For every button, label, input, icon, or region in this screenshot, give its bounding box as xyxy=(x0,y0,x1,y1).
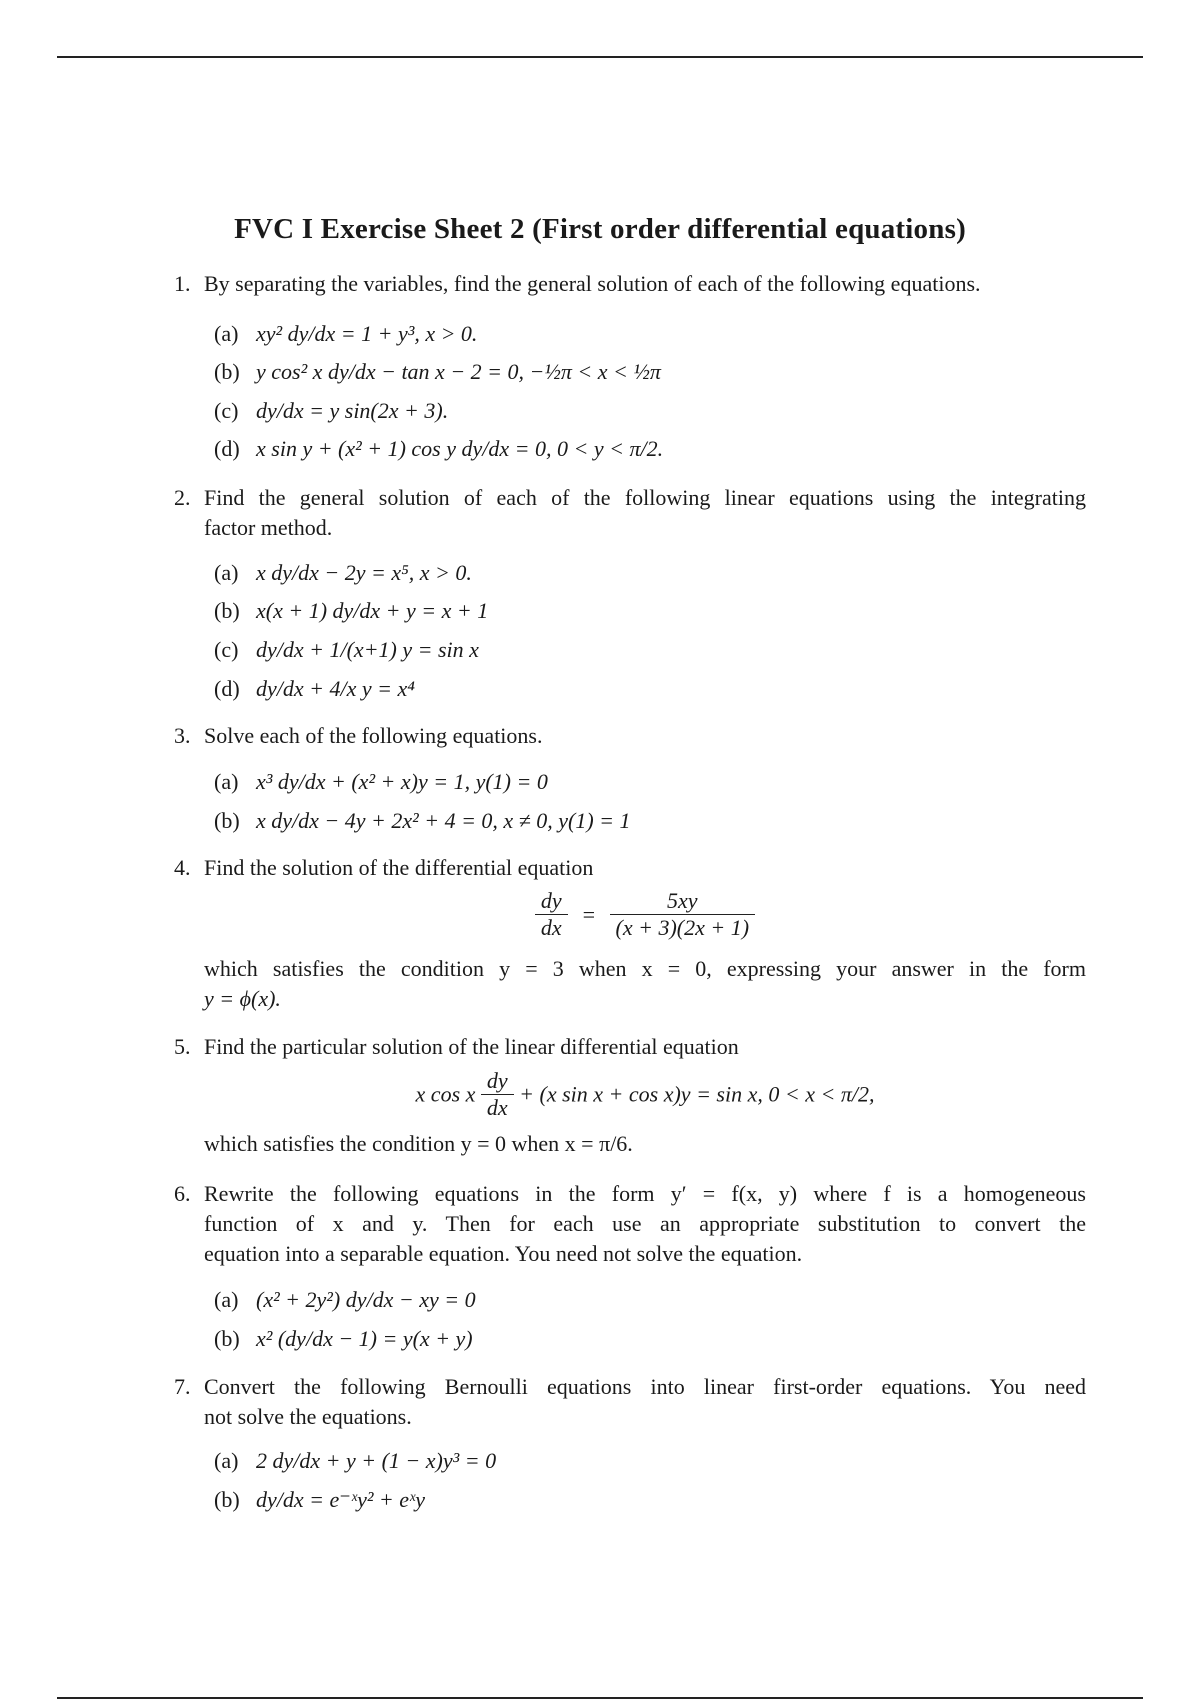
q4-rhs-numerator: 5xy xyxy=(610,888,756,915)
q6-part-a-label: (a) xyxy=(214,1287,239,1312)
q1-part-a-equation: xy² dy/dx = 1 + y³, x > 0. xyxy=(256,321,478,346)
q5-fraction-numerator: dy xyxy=(481,1068,514,1095)
q6-text-line2: function of x and y. Then for each use an appropriate substitution to convert the xyxy=(204,1211,1086,1236)
q2-part-a-equation: x dy/dx − 2y = x⁵, x > 0. xyxy=(256,560,472,585)
q2-part-a-label: (a) xyxy=(214,560,239,585)
q2-number: 2. xyxy=(174,485,191,510)
page-title: FVC I Exercise Sheet 2 (First order differential equations) xyxy=(234,213,966,245)
q4-after-line1: which satisfies the condition y = 3 when x = 0, expressing your answer in the form xyxy=(204,956,1086,981)
q4-rhs-fraction xyxy=(610,888,756,941)
q7-number: 7. xyxy=(174,1374,191,1399)
q1-part-c-equation: dy/dx = y sin(2x + 3). xyxy=(256,398,449,423)
q2-text-line2: factor method. xyxy=(204,515,333,540)
q2-part-d-label: (d) xyxy=(214,676,240,701)
q2-part-b-equation: x(x + 1) dy/dx + y = x + 1 xyxy=(256,598,489,623)
q6-part-b-label: (b) xyxy=(214,1326,240,1351)
q2-part-c-equation: dy/dx + 1/(x+1) y = sin x xyxy=(256,637,479,662)
q7-part-b-equation: dy/dx = e⁻ˣy² + eˣy xyxy=(256,1487,426,1512)
q3-text: Solve each of the following equations. xyxy=(204,723,543,748)
q5-number: 5. xyxy=(174,1034,191,1059)
q6-text-line3: equation into a separable equation. You need not solve the equation. xyxy=(204,1241,803,1266)
q4-display-equation xyxy=(204,888,1086,941)
q2-part-c-label: (c) xyxy=(214,637,239,662)
q4-lhs-fraction xyxy=(535,888,568,941)
q4-equals-sign: = xyxy=(581,901,597,927)
q1-text: By separating the variables, find the general solution of each of the following equations. xyxy=(204,271,981,296)
q4-lhs-denominator: dx xyxy=(540,915,562,940)
q2-part-b-label: (b) xyxy=(214,598,240,623)
q2-part-d-equation: dy/dx + 4/x y = x⁴ xyxy=(256,676,415,701)
q3-part-b-equation: x dy/dx − 4y + 2x² + 4 = 0, x ≠ 0, y(1) = 1 xyxy=(256,808,631,833)
q4-number: 4. xyxy=(174,855,191,880)
q1-part-d-equation: x sin y + (x² + 1) cos y dy/dx = 0, 0 < y < π/2. xyxy=(256,436,664,461)
q4-lhs-numerator: dy xyxy=(535,888,568,915)
q1-part-a-label: (a) xyxy=(214,321,239,346)
q4-text: Find the solution of the differential equation xyxy=(204,855,594,880)
bottom-rule xyxy=(57,1697,1143,1699)
q5-eq-prefix: x cos x xyxy=(415,1081,476,1107)
top-rule xyxy=(57,56,1143,58)
q6-part-b-equation: x² (dy/dx − 1) = y(x + y) xyxy=(256,1326,473,1351)
q5-text: Find the particular solution of the linear differential equation xyxy=(204,1034,739,1059)
q5-eq-suffix: + (x sin x + cos x)y = sin x, 0 < x < π/2, xyxy=(519,1081,875,1107)
q7-text-line1: Convert the following Bernoulli equations into linear first-order equations. You need xyxy=(204,1374,1086,1399)
q2-text-line1: Find the general solution of each of the following linear equations using the integrating xyxy=(204,485,1086,510)
q1-number: 1. xyxy=(174,271,191,296)
q6-text-line1: Rewrite the following equations in the form y′ = f(x, y) where f is a homogeneous xyxy=(204,1181,1086,1206)
q1-part-b-equation: y cos² x dy/dx − tan x − 2 = 0, −½π < x < ½π xyxy=(256,359,661,384)
q5-fraction-denominator: dx xyxy=(486,1095,508,1120)
q3-part-a-equation: x³ dy/dx + (x² + x)y = 1, y(1) = 0 xyxy=(256,769,548,794)
q5-display-equation xyxy=(204,1068,1086,1121)
q3-part-a-label: (a) xyxy=(214,769,239,794)
q1-part-b-label: (b) xyxy=(214,359,240,384)
q5-after: which satisfies the condition y = 0 when x = π/6. xyxy=(204,1131,633,1156)
q4-rhs-denominator: (x + 3)(2x + 1) xyxy=(615,915,750,940)
q4-after-line2: y = ϕ(x). xyxy=(204,986,281,1011)
q3-number: 3. xyxy=(174,723,191,748)
q6-number: 6. xyxy=(174,1181,191,1206)
q1-part-d-label: (d) xyxy=(214,436,240,461)
q5-fraction xyxy=(481,1068,514,1121)
q7-part-a-equation: 2 dy/dx + y + (1 − x)y³ = 0 xyxy=(256,1448,497,1473)
q7-part-a-label: (a) xyxy=(214,1448,239,1473)
q6-part-a-equation: (x² + 2y²) dy/dx − xy = 0 xyxy=(256,1287,476,1312)
q7-part-b-label: (b) xyxy=(214,1487,240,1512)
q7-text-line2: not solve the equations. xyxy=(204,1404,412,1429)
q1-part-c-label: (c) xyxy=(214,398,239,423)
q3-part-b-label: (b) xyxy=(214,808,240,833)
